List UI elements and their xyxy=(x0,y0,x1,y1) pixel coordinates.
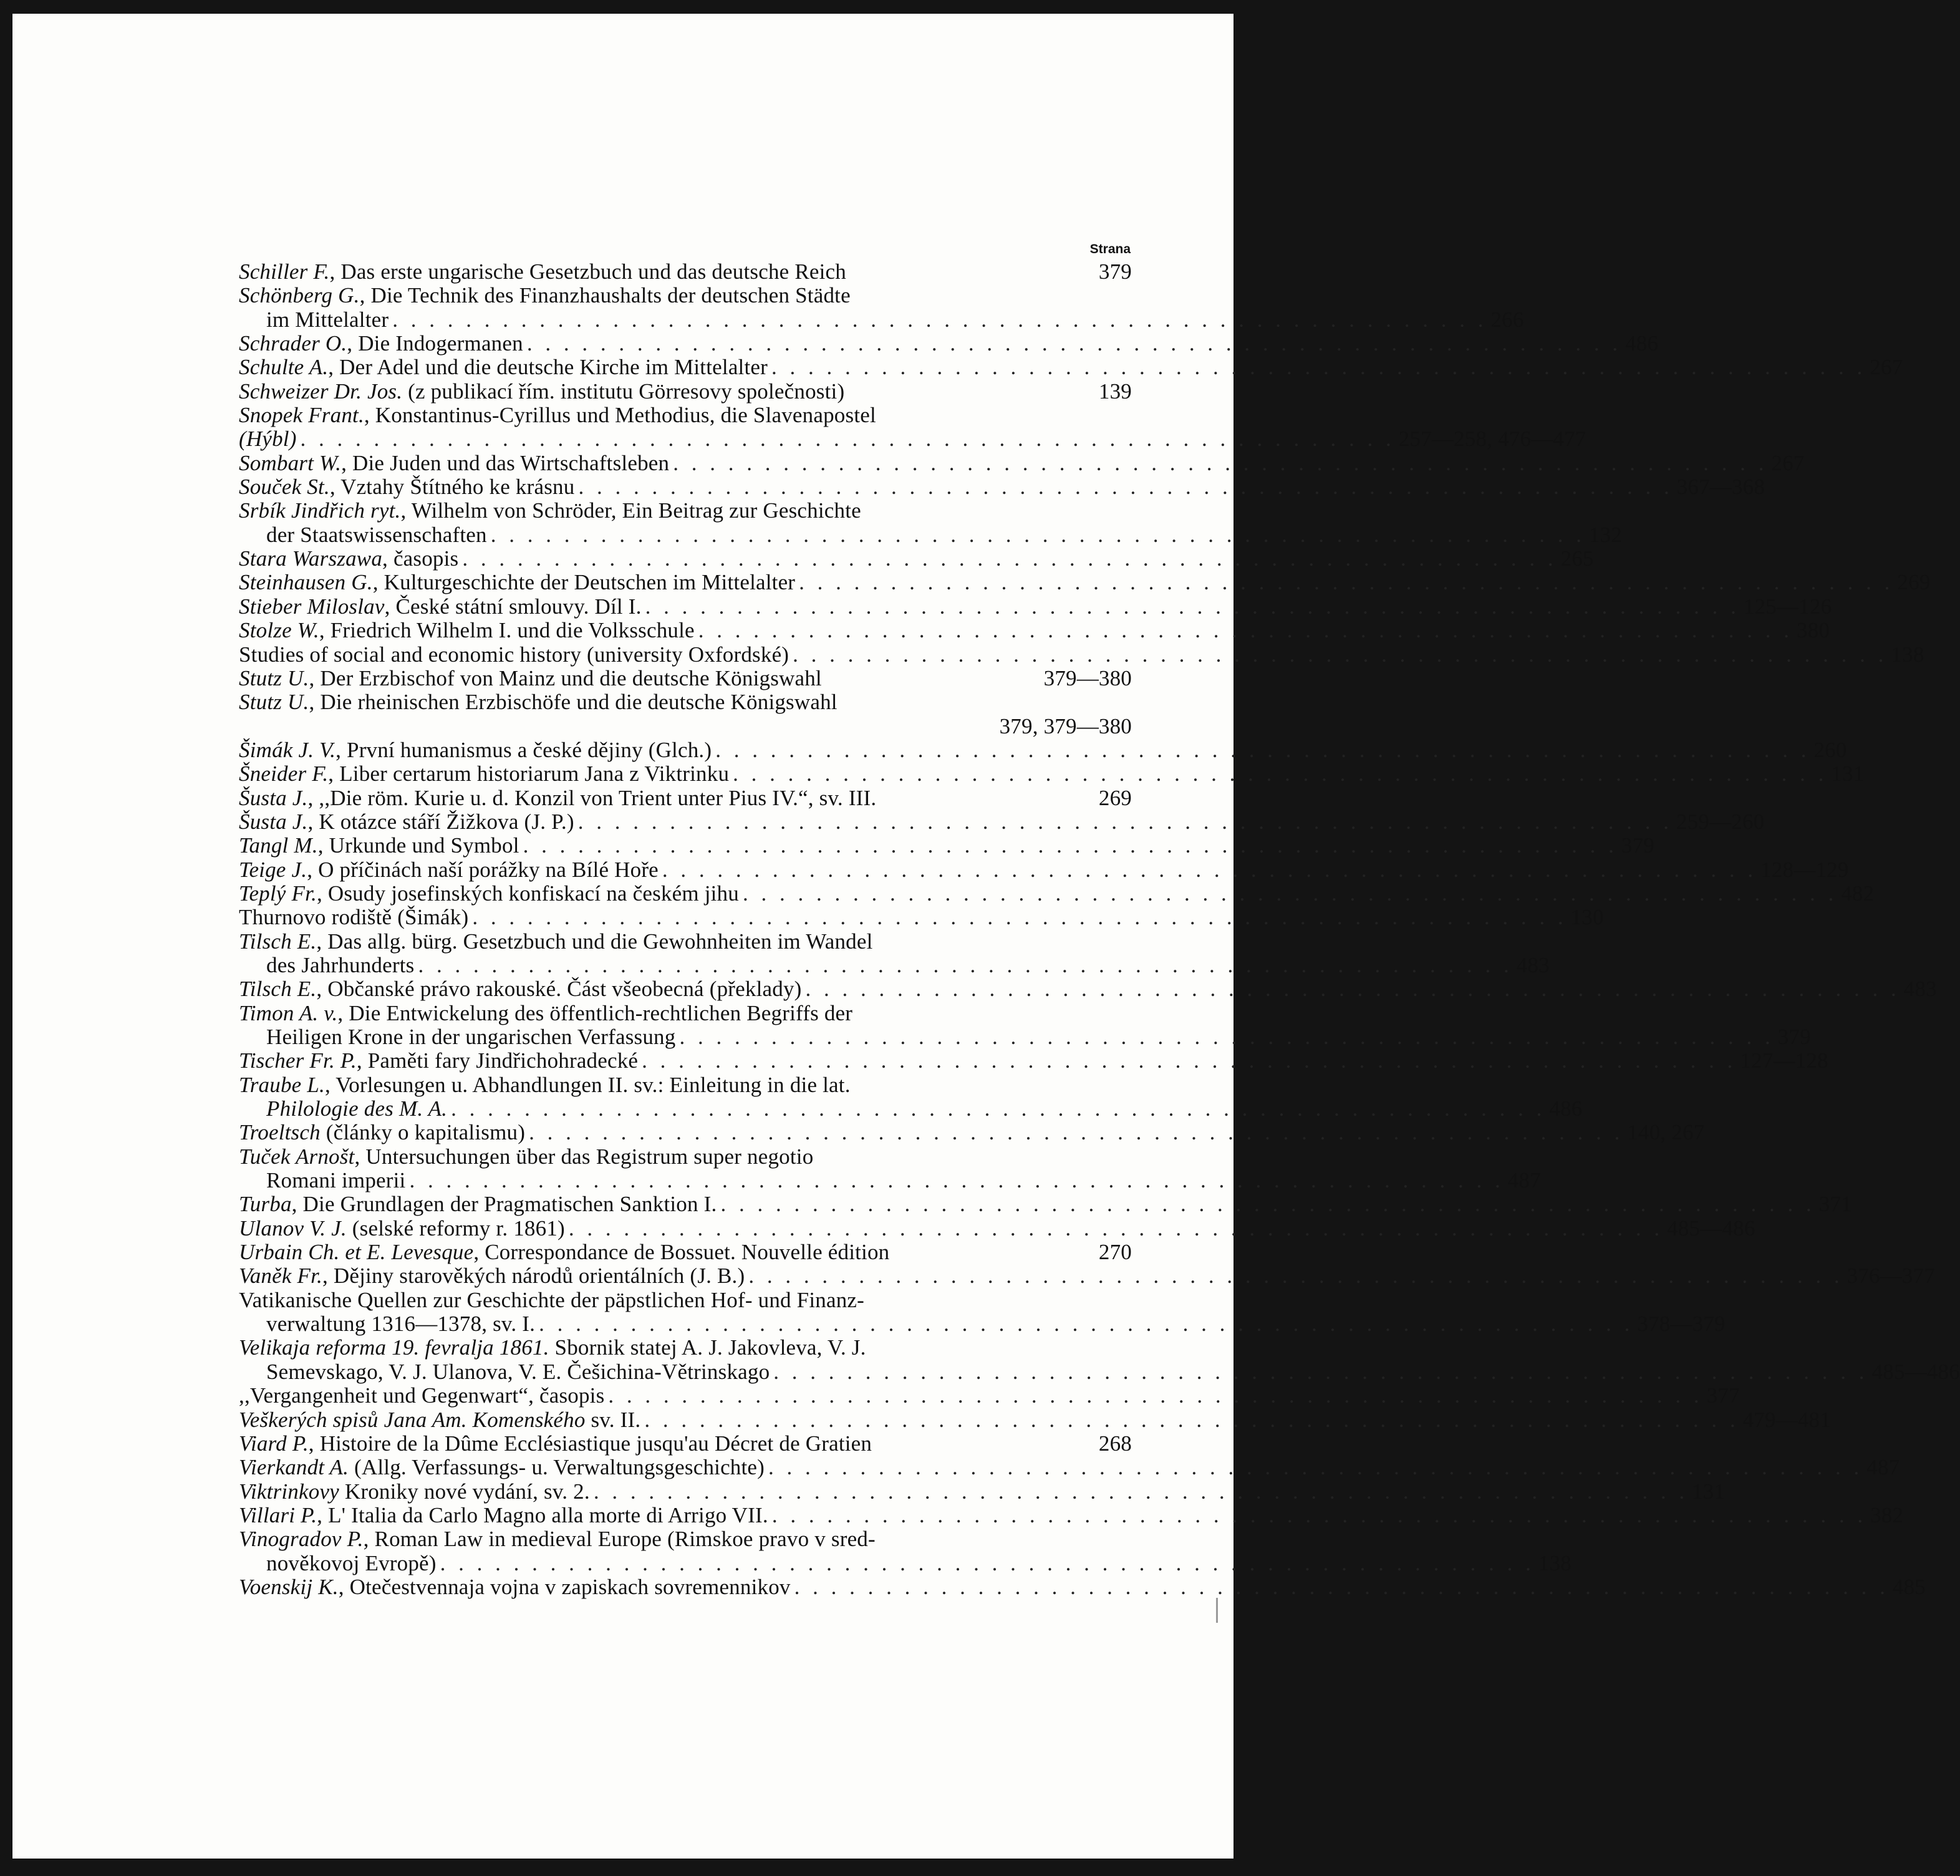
entry-title: (selské reformy r. 1861) xyxy=(346,1216,565,1240)
entry-author: Troeltsch xyxy=(239,1120,321,1145)
entry-title: Sbornik statej A. J. Jakovleva, V. J. xyxy=(549,1335,866,1360)
entry-author: Turba xyxy=(239,1192,292,1217)
entry-page: 268 xyxy=(1098,1431,1132,1456)
entry-page: 138 xyxy=(1538,1550,1571,1575)
leader-dots: . . . . . . . . . . . . . . . . . . . . . . . . . . . . . . . . . . . . . . . . . . . . . . . . . . . . . . . . . . . . xyxy=(418,952,1513,977)
leader-dots: . . . . . . . . . . . . . . . . . . . . . . . . . . . . . . . . . . . . . . . . . . . . . . . . . . . . . . . . . . . . xyxy=(300,427,1395,452)
entry-author: Schrader O. xyxy=(239,331,347,356)
page-column-header: Strana xyxy=(1089,242,1131,256)
entry-author: Tilsch E. xyxy=(239,929,317,954)
leader-dots: . . . . . . . . . . . . . . . . . . . . . . . . . . . . . . . . . . . . . . . . . . . . . . . . . . . . . . . . . . . . xyxy=(673,450,1768,475)
entry-page: 140, 267 xyxy=(1627,1120,1705,1145)
leader-dots: . . . . . . . . . . . . . . . . . . . . . . . . . . . . . . . . . . . . . . . . . . . . . . . . . . . . . . . . . . . . xyxy=(577,809,1673,834)
index-entry xyxy=(239,594,1832,619)
entry-author: Viktrinkovy xyxy=(239,1479,339,1504)
entry-author: Schönberg G. xyxy=(239,283,360,308)
entry-title: Heiligen Krone in der ungarischen Verfassung xyxy=(266,1025,676,1049)
leader-dots: . . . . . . . . . . . . . . . . . . . . . . . . . . . . . . . . . . . . . . . . . . . . . . . . . . . . . . . . . . . . xyxy=(608,1383,1703,1408)
entry-page: 483 xyxy=(1903,977,1937,1002)
entry-title: Kroniky nové vydání, sv. 2. xyxy=(339,1479,590,1504)
index-entry xyxy=(239,1048,1828,1073)
entry-title: , časopis xyxy=(382,546,459,571)
entry-page: 269 xyxy=(1897,570,1931,595)
leader-dots: . . . . . . . . . . . . . . . . . . . . . . . . . . . . . . . . . . . . . . . . . . . . . . . . . . . . . . . . . . . . xyxy=(392,307,1487,332)
leader-dots: . . . . . . . . . . . . . . . . . . . . . . . . . . . . . . . . . . . . . . . . . . . . . . . . . . . . . . . . . . . . xyxy=(733,762,1828,786)
entry-page: 485—486 xyxy=(1871,1359,1960,1384)
entry-author: Tuček Arnošt xyxy=(239,1144,355,1169)
entry-page: 267 xyxy=(1771,450,1805,475)
entry-author: Vaněk Fr. xyxy=(239,1264,322,1289)
entry-author: Stara Warszawa xyxy=(239,546,383,571)
index-entry xyxy=(239,1432,1132,1456)
entry-page: 482 xyxy=(1841,881,1875,906)
entry-page: 130 xyxy=(1570,905,1604,930)
index-entry xyxy=(239,355,1903,380)
entry-page: 270 xyxy=(1098,1240,1132,1265)
index-entry xyxy=(239,331,1659,356)
entry-page: 125—126 xyxy=(1743,594,1832,619)
index-page xyxy=(12,14,1960,1859)
entry-title: , Paměti fary Jindřichohradecké xyxy=(356,1048,639,1073)
index-entry xyxy=(239,809,1765,834)
index-entry xyxy=(239,380,1132,404)
entry-author: Traube L. xyxy=(239,1072,325,1097)
entry-author: Ulanov V. J. xyxy=(239,1216,347,1240)
entry-author: Srbík Jindřich ryt. xyxy=(239,498,401,523)
entry-title: , ,,Die röm. Kurie u. d. Konzil von Trient unter Pius IV.“, sv. III. xyxy=(307,785,877,810)
entry-page: 376—377 xyxy=(1847,1264,1935,1289)
index-entry xyxy=(239,1216,1755,1240)
entry-title: , Die Juden und das Wirtschaftsleben xyxy=(341,450,670,475)
entry-page: 379 xyxy=(1621,833,1654,858)
leader-dots: . . . . . . . . . . . . . . . . . . . . . . . . . . . . . . . . . . . . . . . . . . . . . . . . . . . . . . . . . . . . xyxy=(451,1096,1546,1121)
entry-title: nověkovoj Evropě) xyxy=(266,1550,437,1575)
entry-title: , Histoire de la Dûme Ecclésiastique jusqu'au Décret de Gratien xyxy=(308,1431,872,1456)
entry-page: 138 xyxy=(1891,642,1924,667)
entry-author: Teplý Fr. xyxy=(239,881,317,906)
entry-author: Šneider F. xyxy=(239,762,329,786)
entry-page: 486 xyxy=(1625,331,1659,356)
entry-page: 267 xyxy=(1870,355,1903,380)
entry-page: 265 xyxy=(1560,546,1594,571)
index-entry-continuation xyxy=(239,522,1623,547)
entry-title: , Kulturgeschichte der Deutschen im Mittelalter xyxy=(372,570,796,595)
entry-author: Šusta J. xyxy=(239,809,308,834)
entry-title: Studies of social and economic history (university Oxfordské) xyxy=(239,642,789,667)
entry-author: Stutz U. xyxy=(239,690,309,715)
entry-author: Voenskij K. xyxy=(239,1574,339,1599)
entry-title: , Der Erzbischof von Mainz und die deutsche Königswahl xyxy=(309,665,822,690)
entry-author: Viard P. xyxy=(239,1431,309,1456)
entry-title: (Allg. Verfassungs- u. Verwaltungsgeschichte) xyxy=(349,1455,765,1480)
index-entry-continuation xyxy=(239,1025,1811,1049)
leader-dots: . . . . . . . . . . . . . . . . . . . . . . . . . . . . . . . . . . . . . . . . . . . . . . . . . . . . . . . . . . . . xyxy=(490,522,1585,547)
leader-dots: . . . . . . . . . . . . . . . . . . . . . . . . . . . . . . . . . . . . . . . . . . . . . . . . . . . . . . . . . . . . xyxy=(773,1359,1868,1384)
entry-title: der Staatswissenschaften xyxy=(266,522,487,547)
leader-dots: . . . . . . . . . . . . . . . . . . . . . . . . . . . . . . . . . . . . . . . . . . . . . . . . . . . . . . . . . . . . xyxy=(440,1550,1535,1575)
index-entry xyxy=(239,499,1132,523)
entry-title: (články o kapitalismu) xyxy=(320,1120,526,1145)
entry-title: , Konstantinus-Cyrillus und Methodius, die Slavenapostel xyxy=(364,403,876,428)
index-entry xyxy=(239,1264,1935,1289)
entry-title: Philologie des M. A. xyxy=(266,1096,448,1121)
entry-author: Stolze W. xyxy=(239,618,319,643)
leader-dots: . . . . . . . . . . . . . . . . . . . . . . . . . . . . . . . . . . . . . . . . . . . . . . . . . . . . . . . . . . . . xyxy=(793,642,1888,667)
entry-page: 485 xyxy=(1892,1574,1926,1599)
leader-dots: . . . . . . . . . . . . . . . . . . . . . . . . . . . . . . . . . . . . . . . . . . . . . . . . . . . . . . . . . . . . xyxy=(748,1264,1843,1289)
leader-dots: . . . . . . . . . . . . . . . . . . . . . . . . . . . . . . . . . . . . . . . . . . . . . . . . . . . . . . . . . . . . xyxy=(715,737,1810,762)
entry-author: Tischer Fr. P. xyxy=(239,1048,357,1073)
entry-title: , Otečestvennaja vojna v zapiskach sovremennikov xyxy=(338,1574,791,1599)
entry-title: , Correspondance de Bossuet. Nouvelle édition xyxy=(473,1240,890,1265)
index-entry xyxy=(239,284,1132,307)
leader-dots: . . . . . . . . . . . . . . . . . . . . . . . . . . . . . . . . . . . . . . . . . . . . . . . . . . . . . . . . . . . . xyxy=(409,1168,1504,1193)
entry-title: , Das allg. bürg. Gesetzbuch und die Gewohnheiten im Wandel xyxy=(316,929,873,954)
entry-title: , Roman Law in medieval Europe (Rimskoe pravo v sred- xyxy=(363,1527,876,1552)
index-entry-continuation xyxy=(239,1168,1541,1193)
scan-edge-mark xyxy=(1216,1598,1218,1623)
index-entry xyxy=(239,762,1865,786)
entry-author: Schulte A. xyxy=(239,355,329,380)
leader-dots: . . . . . . . . . . . . . . . . . . . . . . . . . . . . . . . . . . . . . . . . . . . . . . . . . . . . . . . . . . . . xyxy=(462,546,1557,571)
entry-page: 379—380 xyxy=(1043,665,1132,690)
index-entry xyxy=(239,1120,1705,1145)
entry-author: Šusta J. xyxy=(239,785,308,810)
index-entry xyxy=(239,1455,1900,1480)
index-entry xyxy=(239,833,1654,858)
entry-page: 378—379 xyxy=(1637,1312,1726,1337)
entry-page: 380 xyxy=(1797,618,1830,643)
leader-dots: . . . . . . . . . . . . . . . . . . . . . . . . . . . . . . . . . . . . . . . . . . . . . . . . . . . . . . . . . . . . xyxy=(771,1502,1867,1527)
entry-author: Steinhausen G. xyxy=(239,570,373,595)
entry-page: 260 xyxy=(1813,737,1847,762)
index-entry xyxy=(239,260,1132,284)
entry-title: , Die rheinischen Erzbischöfe und die deutsche Königswahl xyxy=(309,690,838,715)
entry-title: , L' Italia da Carlo Magno alla morte di Arrigo VII. xyxy=(317,1502,768,1527)
index-listing xyxy=(239,239,1960,1599)
entry-page: 483 xyxy=(1516,952,1550,977)
index-entry xyxy=(239,905,1604,930)
leader-dots: . . . . . . . . . . . . . . . . . . . . . . . . . . . . . . . . . . . . . . . . . . . . . . . . . . . . . . . . . . . . xyxy=(698,618,1793,643)
entry-title: , První humanismus a české dějiny (Glch.) xyxy=(336,737,712,762)
index-entry xyxy=(239,1527,1132,1551)
index-entry xyxy=(239,618,1830,643)
index-entry xyxy=(239,1192,1852,1217)
index-entry xyxy=(239,1289,1132,1312)
entry-author: Stutz U. xyxy=(239,665,309,690)
index-entry-continuation xyxy=(239,1312,1726,1337)
entry-page: 139 xyxy=(1098,379,1132,404)
entry-page: 479—481 xyxy=(1742,1407,1831,1432)
entry-page: 487 xyxy=(1866,1455,1900,1480)
index-entry xyxy=(239,977,1937,1002)
entry-page: 266 xyxy=(1490,307,1524,332)
entry-author: Veškerých spisů Jana Am. Komenského xyxy=(239,1407,586,1432)
entry-title: , Dějiny starověkých národů orientálních (J. B.) xyxy=(322,1264,745,1289)
entry-page: 257—258, 476—477 xyxy=(1398,427,1586,452)
leader-dots: . . . . . . . . . . . . . . . . . . . . . . . . . . . . . . . . . . . . . . . . . . . . . . . . . . . . . . . . . . . . xyxy=(805,977,1900,1002)
entry-author: Tilsch E. xyxy=(239,977,317,1002)
leader-dots: . . . . . . . . . . . . . . . . . . . . . . . . . . . . . . . . . . . . . . . . . . . . . . . . . . . . . . . . . . . . xyxy=(645,594,1740,619)
leader-dots: . . . . . . . . . . . . . . . . . . . . . . . . . . . . . . . . . . . . . . . . . . . . . . . . . . . . . . . . . . . . xyxy=(794,1574,1889,1599)
leader-dots: . . . . . . . . . . . . . . . . . . . . . . . . . . . . . . . . . . . . . . . . . . . . . . . . . . . . . . . . . . . . xyxy=(523,833,1618,858)
index-entry xyxy=(239,857,1849,882)
index-entry xyxy=(239,1574,1926,1599)
entry-title: , Untersuchungen über das Registrum super negotio xyxy=(354,1144,814,1169)
entry-author: Stieber Miloslav xyxy=(239,594,385,619)
entry-title: , Das erste ungarische Gesetzbuch und das deutsche Reich xyxy=(329,259,846,284)
index-entry xyxy=(239,786,1132,810)
entry-page: 377 xyxy=(1706,1383,1740,1408)
leader-dots: . . . . . . . . . . . . . . . . . . . . . . . . . . . . . . . . . . . . . . . . . . . . . . . . . . . . . . . . . . . . xyxy=(799,570,1894,595)
entry-page: 379, 379—380 xyxy=(999,713,1132,738)
leader-dots: . . . . . . . . . . . . . . . . . . . . . . . . . . . . . . . . . . . . . . . . . . . . . . . . . . . . . . . . . . . . xyxy=(529,1120,1624,1145)
index-entry xyxy=(239,427,1586,452)
entry-page: 259—260 xyxy=(1676,809,1765,834)
entry-title: , Die Entwickelung des öffentlich-rechtlichen Begriffs der xyxy=(337,1000,853,1025)
index-entry xyxy=(239,642,1924,667)
entry-author: Šimák J. V. xyxy=(239,737,336,762)
index-entry xyxy=(239,1240,1132,1264)
leader-dots: . . . . . . . . . . . . . . . . . . . . . . . . . . . . . . . . . . . . . . . . . . . . . . . . . . . . . . . . . . . . xyxy=(526,331,1622,356)
index-entry xyxy=(239,1383,1740,1408)
entry-title: , Vztahy Štítného ke krásnu xyxy=(329,475,575,500)
index-entry-continuation xyxy=(239,952,1550,977)
entry-title: Romani imperii xyxy=(266,1168,406,1193)
index-entry xyxy=(239,1002,1132,1025)
entry-page: 127—128 xyxy=(1740,1048,1828,1073)
entry-title: , Die Technik des Finanzhaushalts der deutschen Städte xyxy=(359,283,851,308)
entry-title: , Die Indogermanen xyxy=(347,331,523,356)
entry-title: Vatikanische Quellen zur Geschichte der päpstlichen Hof- und Finanz- xyxy=(239,1287,864,1312)
index-entry xyxy=(239,930,1132,954)
entry-author: Urbain Ch. et E. Levesque xyxy=(239,1240,474,1265)
entry-page: 487 xyxy=(1507,1168,1541,1193)
entry-title: sv. II. xyxy=(585,1407,641,1432)
leader-dots: . . . . . . . . . . . . . . . . . . . . . . . . . . . . . . . . . . . . . . . . . . . . . . . . . . . . . . . . . . . . xyxy=(771,355,1866,380)
entry-page: 128—129 xyxy=(1760,857,1849,882)
leader-dots: . . . . . . . . . . . . . . . . . . . . . . . . . . . . . . . . . . . . . . . . . . . . . . . . . . . . . . . . . . . . xyxy=(539,1312,1634,1337)
entry-author: Sombart W. xyxy=(239,450,342,475)
index-entry xyxy=(239,546,1594,571)
entry-title: , Der Adel und die deutsche Kirche im Mittelalter xyxy=(328,355,768,380)
leader-dots: . . . . . . . . . . . . . . . . . . . . . . . . . . . . . . . . . . . . . . . . . . . . . . . . . . . . . . . . . . . . xyxy=(578,475,1673,500)
entry-title: , Urkunde und Symbol xyxy=(317,833,519,858)
index-entry xyxy=(239,450,1805,475)
entry-page: 269 xyxy=(1098,785,1132,810)
leader-dots: . . . . . . . . . . . . . . . . . . . . . . . . . . . . . . . . . . . . . . . . . . . . . . . . . . . . . . . . . . . . xyxy=(720,1192,1815,1217)
entry-title: , Die Grundlagen der Pragmatischen Sanktion I. xyxy=(291,1192,717,1217)
entry-title: verwaltung 1316—1378, sv. I. xyxy=(266,1312,536,1337)
leader-dots: . . . . . . . . . . . . . . . . . . . . . . . . . . . . . . . . . . . . . . . . . . . . . . . . . . . . . . . . . . . . xyxy=(593,1479,1689,1504)
index-entry xyxy=(239,1407,1831,1432)
entry-author: Timon A. v. xyxy=(239,1000,338,1025)
entry-title: , Občanské právo rakouské. Část všeobecná (překlady) xyxy=(316,977,802,1002)
entry-title: im Mittelalter xyxy=(266,307,389,332)
leader-dots: . . . . . . . . . . . . . . . . . . . . . . . . . . . . . . . . . . . . . . . . . . . . . . . . . . . . . . . . . . . . xyxy=(679,1025,1774,1049)
index-entry xyxy=(239,690,1132,714)
leader-dots: . . . . . . . . . . . . . . . . . . . . . . . . . . . . . . . . . . . . . . . . . . . . . . . . . . . . . . . . . . . . xyxy=(742,881,1838,906)
entry-title: (z publikací řím. institutu Görresovy společnosti) xyxy=(402,379,845,404)
entry-page: 485—486 xyxy=(1667,1216,1755,1240)
entry-page: 132 xyxy=(1588,522,1623,547)
index-entry xyxy=(239,1479,1726,1504)
index-entry xyxy=(239,1336,1132,1360)
index-entry-continuation xyxy=(239,1359,1960,1384)
index-entry-continuation xyxy=(239,1096,1583,1121)
index-entry xyxy=(239,475,1765,500)
entry-author: Villari P. xyxy=(239,1502,317,1527)
entry-author: (Hýbl) xyxy=(239,427,297,452)
entry-title: , České státní smlouvy. Díl I. xyxy=(384,594,642,619)
entry-page: 371 xyxy=(1818,1192,1852,1217)
index-entry xyxy=(239,570,1931,595)
leader-dots: . . . . . . . . . . . . . . . . . . . . . . . . . . . . . . . . . . . . . . . . . . . . . . . . . . . . . . . . . . . . xyxy=(568,1216,1664,1240)
index-entry xyxy=(239,1145,1132,1169)
index-entry xyxy=(239,667,1132,690)
entry-page: 379 xyxy=(1777,1025,1811,1049)
leader-dots: . . . . . . . . . . . . . . . . . . . . . . . . . . . . . . . . . . . . . . . . . . . . . . . . . . . . . . . . . . . . xyxy=(642,1048,1737,1073)
entry-author: Velikaja reforma 19. fevralja 1861. xyxy=(239,1335,549,1360)
entry-page: 486 xyxy=(1549,1096,1583,1121)
entry-title: , Wilhelm von Schröder, Ein Beitrag zur Geschichte xyxy=(400,498,861,523)
leader-dots: . . . . . . . . . . . . . . . . . . . . . . . . . . . . . . . . . . . . . . . . . . . . . . . . . . . . . . . . . . . . xyxy=(662,857,1757,882)
index-entry xyxy=(239,737,1847,762)
entry-author: Snopek Frant. xyxy=(239,403,364,428)
entry-title: , K otázce stáří Žižkova (J. P.) xyxy=(307,809,574,834)
index-entry xyxy=(239,404,1132,427)
index-entry-continuation xyxy=(239,307,1524,332)
entry-author: Teige J. xyxy=(239,857,307,882)
entry-title: Thurnovo rodiště (Šimák) xyxy=(239,905,469,930)
entry-author: Vierkandt A. xyxy=(239,1455,349,1480)
entry-page: 131 xyxy=(1831,762,1865,786)
index-entry xyxy=(239,1073,1132,1097)
leader-dots: . . . . . . . . . . . . . . . . . . . . . . . . . . . . . . . . . . . . . . . . . . . . . . . . . . . . . . . . . . . . xyxy=(644,1407,1739,1432)
entry-title: , O příčinách naší porážky na Bílé Hoře xyxy=(307,857,659,882)
entry-title: , Osudy josefinských konfiskací na českém jihu xyxy=(316,881,739,906)
entry-page: 131 xyxy=(1692,1479,1726,1504)
index-entry xyxy=(239,1502,1904,1527)
entry-title: , Liber certarum historiarum Jana z Viktrinku xyxy=(328,762,730,786)
entry-author: Schweizer Dr. Jos. xyxy=(239,379,403,404)
leader-dots: . . . . . . . . . . . . . . . . . . . . . . . . . . . . . . . . . . . . . . . . . . . . . . . . . . . . . . . . . . . . xyxy=(768,1455,1863,1480)
entry-author: Vinogradov P. xyxy=(239,1527,364,1552)
entry-title: , Vorlesungen u. Abhandlungen II. sv.: Einleitung in die lat. xyxy=(324,1072,851,1097)
entry-title: des Jahrhunderts xyxy=(266,952,415,977)
leader-dots: . . . . . . . . . . . . . . . . . . . . . . . . . . . . . . . . . . . . . . . . . . . . . . . . . . . . . . . . . . . . xyxy=(472,905,1567,930)
entry-page: 379 xyxy=(1098,259,1132,284)
entry-author: Tangl M. xyxy=(239,833,318,858)
index-entry xyxy=(239,881,1875,906)
index-entry-continuation xyxy=(239,715,1132,738)
entry-page: 382 xyxy=(1870,1502,1904,1527)
entry-title: , Friedrich Wilhelm I. und die Volksschule xyxy=(319,618,695,643)
index-entry-continuation xyxy=(239,1550,1571,1575)
entry-author: Schiller F. xyxy=(239,259,330,284)
entry-title: Semevskago, V. J. Ulanova, V. E. Češichina-Větrinskago xyxy=(266,1359,770,1384)
entry-title: ,,Vergangenheit und Gegenwart“, časopis xyxy=(239,1383,605,1408)
entry-author: Souček St. xyxy=(239,475,330,500)
entry-page: 367—368 xyxy=(1676,475,1765,500)
